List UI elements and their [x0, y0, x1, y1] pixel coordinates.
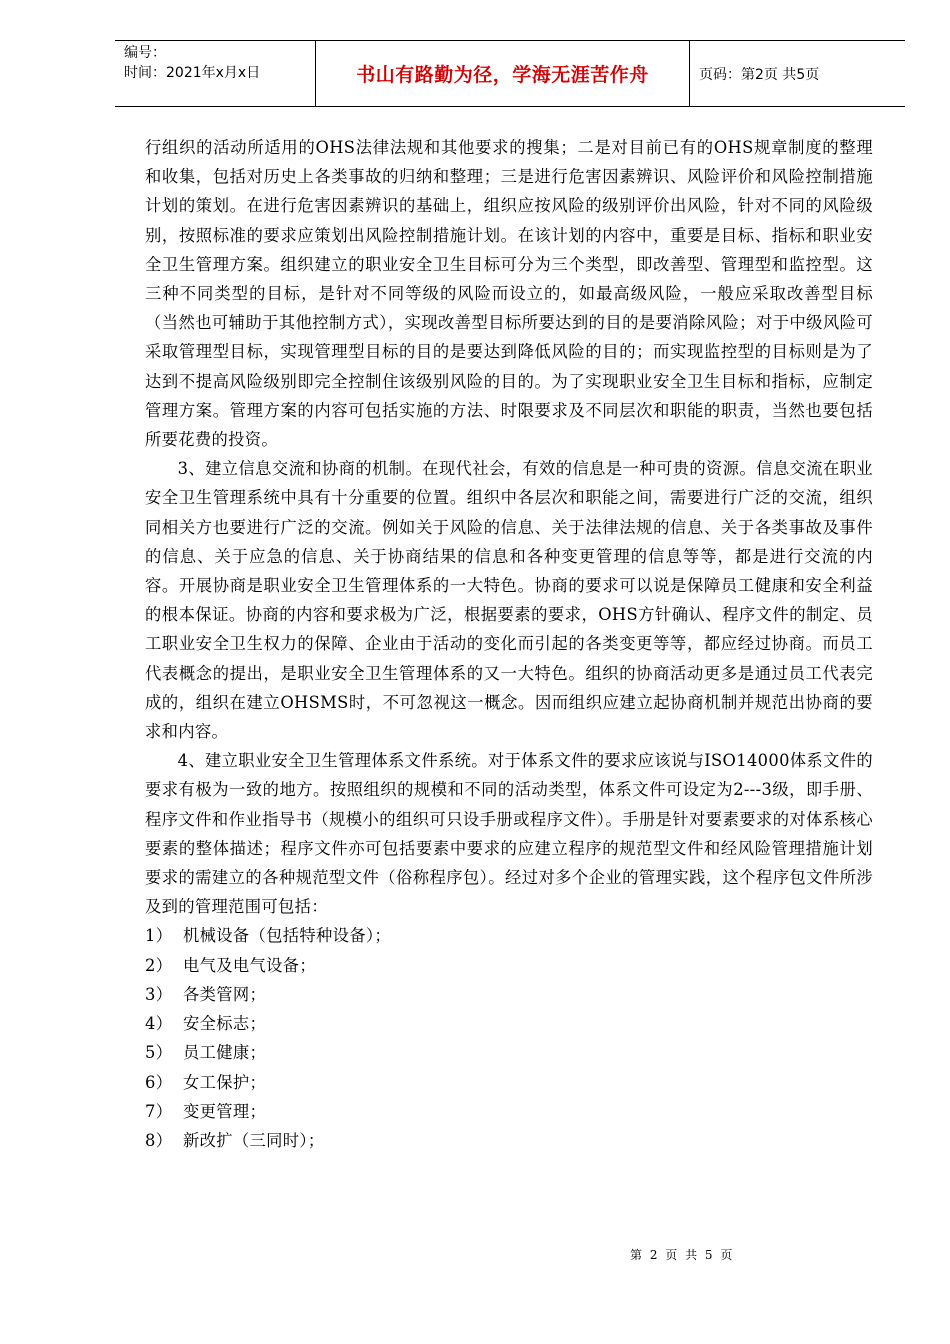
- list-item-text: 员工健康；: [183, 1043, 267, 1063]
- list-item-number: 4）: [145, 1014, 173, 1034]
- document-header: [115, 40, 905, 107]
- document-number-label: 编号：: [124, 45, 166, 61]
- paragraph-4-documentation: 4、建立职业安全卫生管理体系文件系统。对于体系文件的要求应该说与ISO14000体系文件的要求有极为一致的地方。按照组织的规模和不同的活动类型，体系文件可设定为2---3级，即手册、程序文件和作业指导书（规模小的组织可只设手册或程序文件）。手册是针对要素要求的对体系核心要素的整体描述；程序文件亦可包括要素中要求的应建立程序的规范型文件和经风险管理措施计划要求的需建立的各种规范型文件（俗称程序包）。经过对多个企业的管理实践，这个程序包文件所涉及到的管理范围可包括：: [145, 751, 873, 917]
- paragraph-3-communication: 3、建立信息交流和协商的机制。在现代社会，有效的信息是一种可贵的资源。信息交流在职业安全卫生管理系统中具有十分重要的位置。组织中各层次和职能之间，需要进行广泛的交流，组织同相关方也要进行广泛的交流。例如关于风险的信息、关于法律法规的信息、关于各类事故及事件的信息、关于应急的信息、关于协商结果的信息和各种变更管理的信息等等，都是进行交流的内容。开展协商是职业安全卫生管理体系的一大特色。协商的要求可以说是保障员工健康和安全利益的根本保证。协商的内容和要求极为广泛，根据要素的要求，OHS方针确认、程序文件的制定、员工职业安全卫生权力的保障、企业由于活动的变化而引起的各类变更等等，都应经过协商。而员工代表概念的提出，是职业安全卫生管理体系的又一大特色。组织的协商活动更多是通过员工代表完成的，组织在建立OHSMS时，不可忽视这一概念。因而组织应建立起协商机制并规范出协商的要求和内容。: [145, 459, 873, 742]
- list-item-text: 变更管理；: [183, 1101, 267, 1121]
- list-item-number: 2）: [145, 955, 173, 975]
- list-item: [145, 1126, 873, 1155]
- list-item: [145, 1009, 873, 1038]
- list-item-number: 7）: [145, 1101, 173, 1121]
- list-item: [145, 1068, 873, 1097]
- list-item-text: 安全标志；: [183, 1014, 267, 1034]
- list-item-number: 5）: [145, 1043, 173, 1063]
- paragraph-1: 行组织的活动所适用的OHS法律法规和其他要求的搜集；二是对目前已有的OHS规章制度的整理和收集，包括对历史上各类事故的归纳和整理；三是进行危害因素辨识、风险评价和风险控制措施计划的策划。在进行危害因素辨识的基础上，组织应按风险的级别评价出风险，针对不同的风险级别，按照标准的要求应策划出风险控制措施计划。在该计划的内容中，重要是目标、指标和职业安全卫生管理方案。组织建立的职业安全卫生目标可分为三个类型，即改善型、管理型和监控型。这三种不同类型的目标，是针对不同等级的风险而设立的，如最高级风险，一般应采取改善型目标（当然也可辅助于其他控制方式），实现改善型目标所要达到的目的是要消除风险；对于中级风险可采取管理型目标，实现管理型目标的目的是要达到降低风险的目的；而实现监控型的目标则是为了达到不提高风险级别即完全控制住该级别风险的目的。为了实现职业安全卫生目标和指标，应制定管理方案。管理方案的内容可包括实施的方法、时限要求及不同层次和职能的职责，当然也要包括所要花费的投资。: [145, 138, 873, 450]
- list-item: [145, 1038, 873, 1067]
- list-item-text: 电气及电气设备；: [183, 955, 317, 975]
- list-item-text: 各类管网；: [183, 984, 267, 1004]
- list-item: [145, 951, 873, 980]
- procedure-list: [145, 921, 873, 1155]
- document-time-label: 时间：2021年x月x日: [124, 65, 261, 81]
- list-item: [145, 921, 873, 950]
- header-page-info: 页码：第2页 共5页: [699, 66, 820, 83]
- document-body: [145, 133, 873, 1155]
- list-item-text: 机械设备（包括特种设备）；: [183, 926, 392, 946]
- page-footer: 第 2 页 共 5 页: [630, 1248, 735, 1262]
- list-item-text: 女工保护；: [183, 1072, 267, 1092]
- list-item-number: 1）: [145, 926, 173, 946]
- list-item-number: 8）: [145, 1130, 173, 1150]
- list-item: [145, 1097, 873, 1126]
- header-meta-cell: [115, 41, 316, 106]
- list-item-number: 6）: [145, 1072, 173, 1092]
- header-motto: 书山有路勤为径，学海无涯苦作舟: [316, 41, 690, 106]
- list-item-text: 新改扩（三同时）；: [183, 1130, 325, 1150]
- list-item-number: 3）: [145, 984, 173, 1004]
- list-item: [145, 980, 873, 1009]
